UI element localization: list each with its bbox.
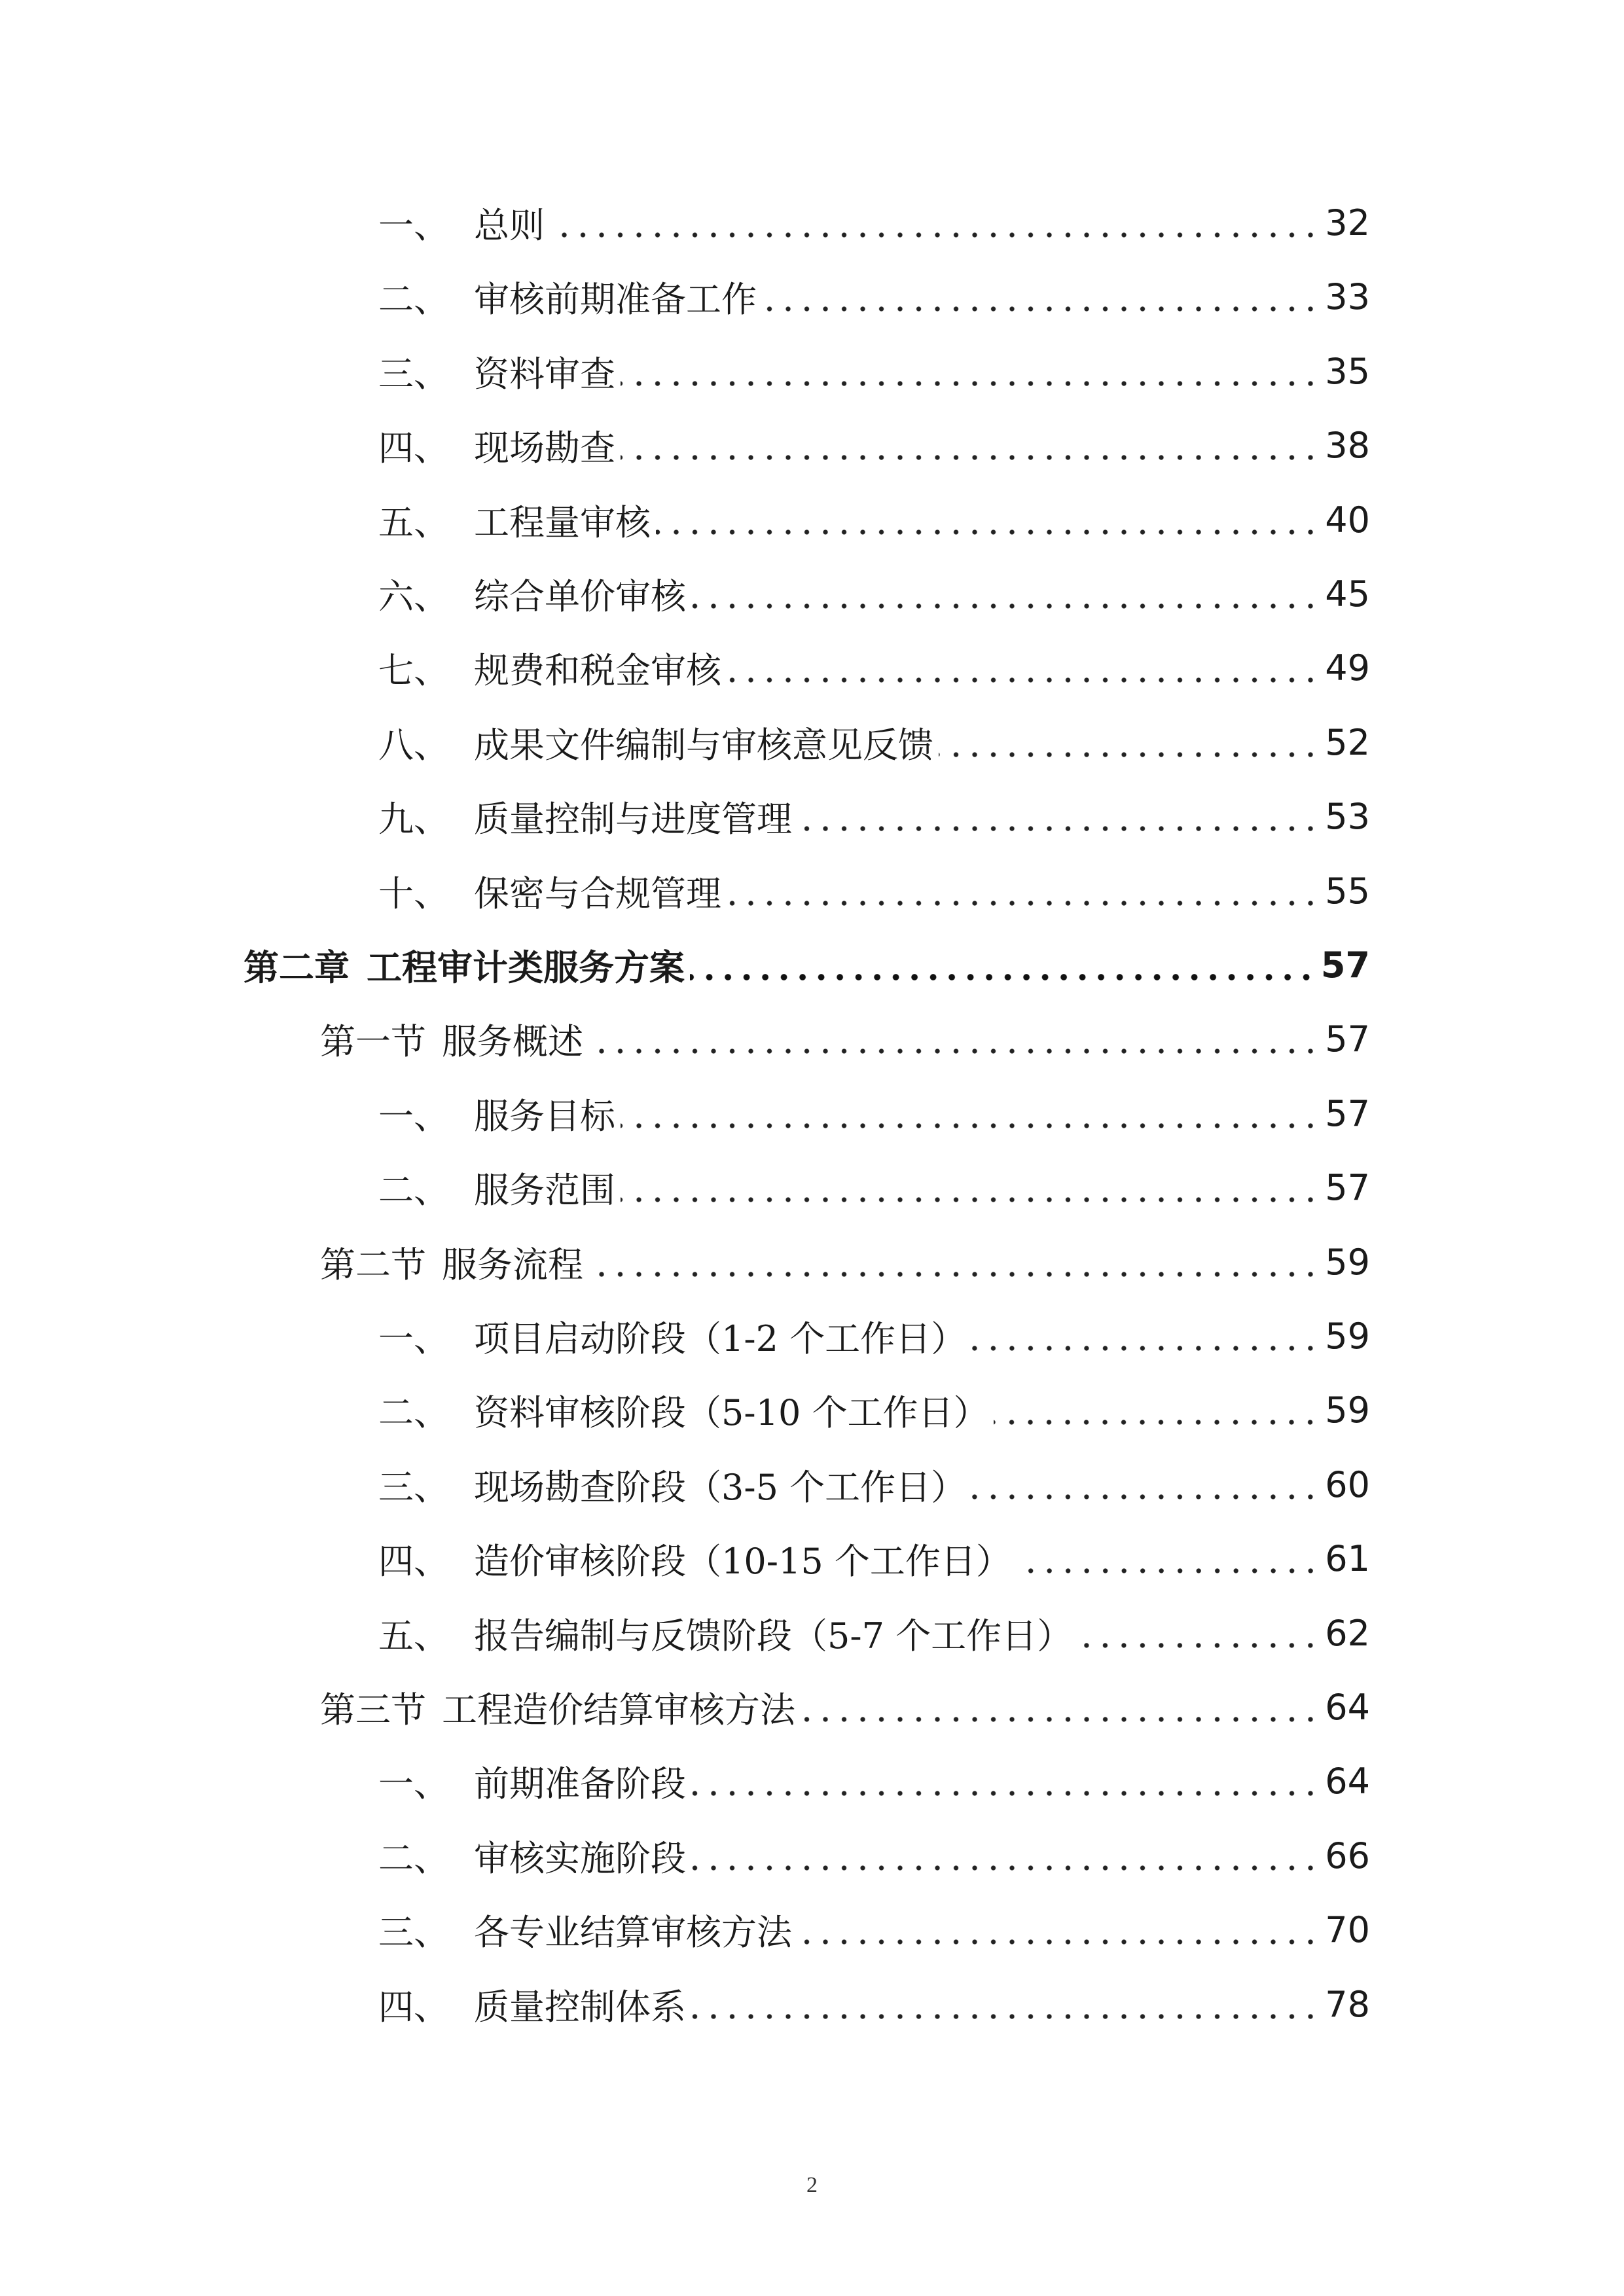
toc-entry[interactable] <box>378 861 1370 920</box>
toc-entry[interactable] <box>378 1455 1370 1514</box>
toc-entry-title: 服务概述 <box>442 1020 583 1062</box>
dot-leader <box>621 342 1320 401</box>
dot-leader <box>1077 1604 1320 1662</box>
dot-leader <box>690 935 1316 994</box>
toc-entry-page: 59 <box>1325 1389 1370 1431</box>
dot-leader <box>691 1751 1320 1810</box>
toc-entry[interactable] <box>378 1900 1370 1959</box>
toc-entry-page: 66 <box>1325 1835 1370 1876</box>
toc-entry-title: 服务范围 <box>474 1169 615 1211</box>
toc-entry-page: 57 <box>1320 944 1370 986</box>
toc-entry-page: 64 <box>1325 1760 1370 1802</box>
toc-entry[interactable] <box>378 1751 1370 1810</box>
toc-entry-number: 十、 <box>378 872 449 914</box>
toc-entry-title: 综合单价审核 <box>474 575 686 617</box>
toc-entry-number: 二、 <box>378 278 449 320</box>
toc-entry-number: 五、 <box>378 501 449 543</box>
toc-entry-title: 质量控制与进度管理 <box>474 798 792 840</box>
toc-entry-page: 62 <box>1325 1612 1370 1654</box>
toc-entry-number: 七、 <box>378 649 449 691</box>
toc-entry-title: 报告编制与反馈阶段（5-7 个工作日） <box>474 1615 1073 1657</box>
toc-entry-title: 前期准备阶段 <box>474 1763 686 1804</box>
dot-leader <box>621 1084 1320 1143</box>
toc-entry[interactable] <box>320 1677 1370 1736</box>
toc-entry[interactable] <box>378 638 1370 697</box>
toc-entry-number: 三、 <box>378 1911 449 1953</box>
dot-leader <box>691 1826 1320 1885</box>
toc-entry-title: 质量控制体系 <box>474 1986 686 2028</box>
toc-entry-title: 保密与合规管理 <box>474 872 721 914</box>
toc-entry[interactable] <box>378 713 1370 772</box>
toc-entry-title: 审核实施阶段 <box>474 1837 686 1879</box>
toc-entry[interactable] <box>320 1009 1370 1068</box>
toc-entry-number: 四、 <box>378 427 449 469</box>
dot-leader <box>691 564 1320 623</box>
dot-leader <box>797 787 1320 846</box>
toc-entry-number: 一、 <box>378 204 449 246</box>
toc-entry-title: 服务目标 <box>474 1095 615 1137</box>
toc-entry[interactable] <box>378 490 1370 549</box>
toc-entry-number: 八、 <box>378 724 449 766</box>
dot-leader <box>656 490 1320 549</box>
dot-leader <box>588 1009 1320 1068</box>
toc-entry-page: 64 <box>1325 1686 1370 1728</box>
toc-entry[interactable] <box>378 342 1370 401</box>
toc-entry[interactable] <box>378 1529 1370 1588</box>
toc-entry-number: 一、 <box>378 1318 449 1359</box>
dot-leader <box>727 861 1320 920</box>
toc-entry-page: 78 <box>1325 1983 1370 2025</box>
toc-entry[interactable] <box>378 1306 1370 1365</box>
toc-entry-title: 规费和税金审核 <box>474 649 721 691</box>
toc-entry-page: 57 <box>1325 1092 1370 1134</box>
toc-entry-number: 二、 <box>378 1837 449 1879</box>
toc-entry[interactable] <box>378 1084 1370 1143</box>
dot-leader <box>588 1232 1320 1291</box>
dot-leader <box>939 713 1320 772</box>
toc-entry[interactable] <box>378 416 1370 475</box>
toc-entry-number: 三、 <box>378 353 449 395</box>
dot-leader <box>621 416 1320 475</box>
toc-entry-number: 第二节 <box>320 1244 426 1285</box>
toc-entry[interactable] <box>378 787 1370 846</box>
toc-entry[interactable] <box>378 193 1370 252</box>
toc-entry-title: 总则 <box>474 204 545 246</box>
page-number: 2 <box>806 2173 818 2197</box>
toc-entry-title: 成果文件编制与审核意见反馈 <box>474 724 933 766</box>
toc-entry-number: 一、 <box>378 1763 449 1804</box>
toc-entry-title: 造价审核阶段（10-15 个工作日） <box>474 1540 1011 1582</box>
toc-entry-page: 59 <box>1325 1315 1370 1357</box>
toc-entry-page: 61 <box>1325 1537 1370 1579</box>
toc-entry[interactable] <box>378 1826 1370 1885</box>
toc-entry[interactable] <box>244 935 1370 994</box>
dot-leader <box>621 1158 1320 1217</box>
dot-leader <box>550 193 1320 252</box>
dot-leader <box>762 267 1320 326</box>
toc-entry-number: 一、 <box>378 1095 449 1137</box>
toc-entry-number: 三、 <box>378 1466 449 1508</box>
toc-entry-number: 二、 <box>378 1169 449 1211</box>
toc-entry-page: 45 <box>1325 573 1370 615</box>
toc-entry-title: 服务流程 <box>442 1244 583 1285</box>
toc-entry[interactable] <box>378 1158 1370 1217</box>
toc-entry-page: 35 <box>1325 350 1370 392</box>
dot-leader <box>797 1900 1320 1959</box>
toc-entry-page: 49 <box>1325 647 1370 689</box>
toc-entry-number: 四、 <box>378 1986 449 2028</box>
dot-leader <box>971 1306 1320 1365</box>
toc-entry[interactable] <box>378 1975 1370 2034</box>
toc-entry-page: 59 <box>1325 1241 1370 1283</box>
toc-entry-page: 40 <box>1325 499 1370 541</box>
dot-leader <box>727 638 1320 697</box>
toc-entry-page: 53 <box>1325 795 1370 837</box>
toc-entry-number: 第三节 <box>320 1689 426 1731</box>
toc-entry-page: 32 <box>1325 202 1370 243</box>
toc-entry-number: 五、 <box>378 1615 449 1657</box>
toc-entry-number: 二、 <box>378 1391 449 1433</box>
toc-entry-title: 现场勘查 <box>474 427 615 469</box>
toc-entry[interactable] <box>378 564 1370 623</box>
toc-entry-number: 四、 <box>378 1540 449 1582</box>
toc-entry-number: 第二章 <box>244 946 350 988</box>
toc-entry-page: 55 <box>1325 870 1370 912</box>
toc-entry-title: 审核前期准备工作 <box>474 278 757 320</box>
toc-entry-title: 项目启动阶段（1-2 个工作日） <box>474 1318 967 1359</box>
toc-entry-page: 70 <box>1325 1909 1370 1950</box>
toc-entry-title: 工程造价结算审核方法 <box>442 1689 795 1731</box>
toc-entry-number: 九、 <box>378 798 449 840</box>
toc-entry-page: 57 <box>1325 1166 1370 1208</box>
toc-entry[interactable] <box>378 1380 1370 1439</box>
toc-entry[interactable] <box>320 1232 1370 1291</box>
toc-entry[interactable] <box>378 267 1370 326</box>
toc-entry-number: 第一节 <box>320 1020 426 1062</box>
toc-entry-page: 38 <box>1325 424 1370 466</box>
toc-entry-title: 资料审核阶段（5-10 个工作日） <box>474 1391 989 1433</box>
toc-entry-page: 57 <box>1325 1018 1370 1060</box>
toc-entry-page: 52 <box>1325 721 1370 763</box>
toc-entry-title: 工程量审核 <box>474 501 651 543</box>
toc-entry-title: 工程审计类服务方案 <box>367 946 685 988</box>
toc-entry[interactable] <box>378 1604 1370 1662</box>
dot-leader <box>1017 1529 1320 1588</box>
dot-leader <box>971 1455 1320 1514</box>
toc-entry-title: 现场勘查阶段（3-5 个工作日） <box>474 1466 967 1508</box>
toc-entry-title: 资料审查 <box>474 353 615 395</box>
dot-leader <box>801 1677 1320 1736</box>
toc-entry-page: 33 <box>1325 276 1370 317</box>
toc-entry-page: 60 <box>1325 1463 1370 1505</box>
dot-leader <box>994 1380 1320 1439</box>
toc-entry-number: 六、 <box>378 575 449 617</box>
toc-entry-title: 各专业结算审核方法 <box>474 1911 792 1953</box>
dot-leader <box>691 1975 1320 2034</box>
